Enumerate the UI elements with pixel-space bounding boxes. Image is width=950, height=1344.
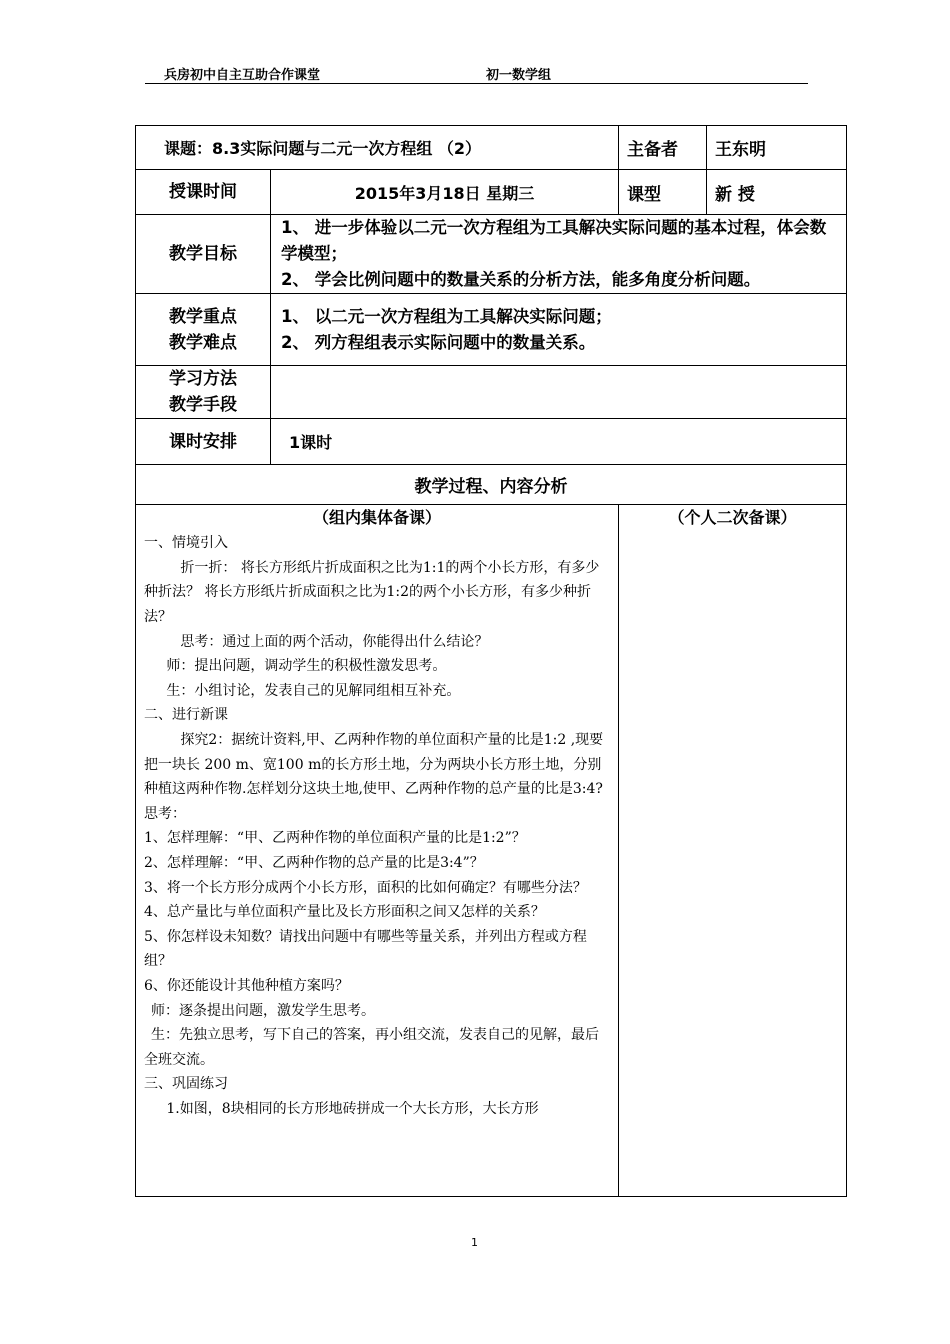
question-item: 4、总产量比与单位面积产量比及长方形面积之间又怎样的关系？ [144,904,545,921]
paragraph: 1.如图，8块相同的长方形地砖拼成一个大长方形，大长方形 [166,1100,539,1117]
key-content [271,294,847,366]
method-labels [136,366,271,419]
time-label: 授课时间 [136,170,271,215]
row-hours [136,419,847,465]
method-label: 学习方法 [169,369,237,390]
paragraph: 思考： [144,805,186,822]
key-item: 1、 以二元一次方程组为工具解决实际问题； [281,306,612,326]
lesson-plan-table [135,125,847,1197]
key-label: 教学重点 [169,306,237,327]
question-item: 5、你怎样设未知数？请找出问题中有哪些等量关系，并列出方程或方程组？ [144,928,587,970]
row-key-points [136,294,847,366]
topic-title: 课题：8.3实际问题与二元一次方程组 （2） [136,126,619,170]
hours-label: 课时安排 [136,419,271,465]
difficulty-label: 教学难点 [169,332,237,353]
row-methods [136,366,847,419]
type-value: 新 授 [707,170,847,215]
goals-label: 教学目标 [136,215,271,294]
goal-item: 2、 学会比例问题中的数量关系的分析方法，能多角度分析问题。 [281,270,761,290]
row-goals [136,215,847,294]
type-label: 课型 [619,170,707,215]
row-process-body [136,505,847,1197]
process-title: 教学过程、内容分析 [136,465,847,505]
hours-value: 1课时 [271,419,847,465]
lesson-content [136,531,618,1121]
question-item: 3、将一个长方形分成两个小长方形，面积的比如何确定？有哪些分法？ [144,879,587,896]
time-value: 2015年3月18日 星期三 [271,170,619,215]
group-prep-cell [136,505,619,1197]
section-heading: 二、进行新课 [144,707,228,724]
page-number: 1 [471,1236,478,1249]
paragraph: 师：提出问题，调动学生的积极性激发思考。 [166,658,447,675]
section-heading: 三、巩固练习 [144,1076,228,1093]
question-item: 6、你还能设计其他种植方案吗？ [144,977,349,994]
header-rule [145,83,808,84]
paragraph: 生：先独立思考，写下自己的答案，再小组交流，发表自己的见解，最后全班交流。 [144,1027,599,1068]
personal-prep-cell [619,505,847,1197]
means-label: 教学手段 [169,395,237,416]
preparer-label: 主备者 [619,126,707,170]
key-item: 2、 列方程组表示实际问题中的数量关系。 [281,332,596,352]
header-school: 兵房初中自主互助合作课堂 [164,68,321,83]
group-prep-heading: （组内集体备课） [312,508,441,528]
header-group: 初一数学组 [486,68,552,83]
goal-item: 1、 进一步体验以二元一次方程组为工具解决实际问题的基本过程，体会数学模型； [281,218,827,264]
method-content [271,366,847,419]
key-labels [136,294,271,366]
preparer-name: 王东明 [707,126,847,170]
personal-prep-heading: （个人二次备课） [668,508,797,528]
paragraph: 探究2：据统计资料,甲、乙两种作物的单位面积产量的比是1:2 ,现要把一块长 200 m、宽100 m的长方形土地，分为两块小长方形土地，分别种植这两种作物.怎样划分这块土地,使甲、乙两种作物的总产量的比是3:4? [144,732,604,798]
paragraph: 生：小组讨论，发表自己的见解同组相互补充。 [166,682,461,699]
question-item: 1、怎样理解：“甲、乙两种作物的单位面积产量的比是1:2”？ [144,830,526,847]
question-item: 2、怎样理解：“甲、乙两种作物的总产量的比是3:4”？ [144,855,484,872]
row-process-title [136,465,847,505]
paragraph: 师：逐条提出问题，激发学生思考。 [151,1002,375,1019]
paragraph: 思考：通过上面的两个活动，你能得出什么结论？ [180,633,489,650]
goals-content [271,215,847,294]
row-time [136,170,847,215]
row-topic [136,126,847,170]
paragraph: 折一折： 将长方形纸片折成面积之比为1:1的两个小长方形，有多少种折法？ 将长方形纸片折成面积之比为1:2的两个小长方形，有多少种折法？ [144,559,600,626]
section-heading: 一、情境引入 [144,535,228,552]
